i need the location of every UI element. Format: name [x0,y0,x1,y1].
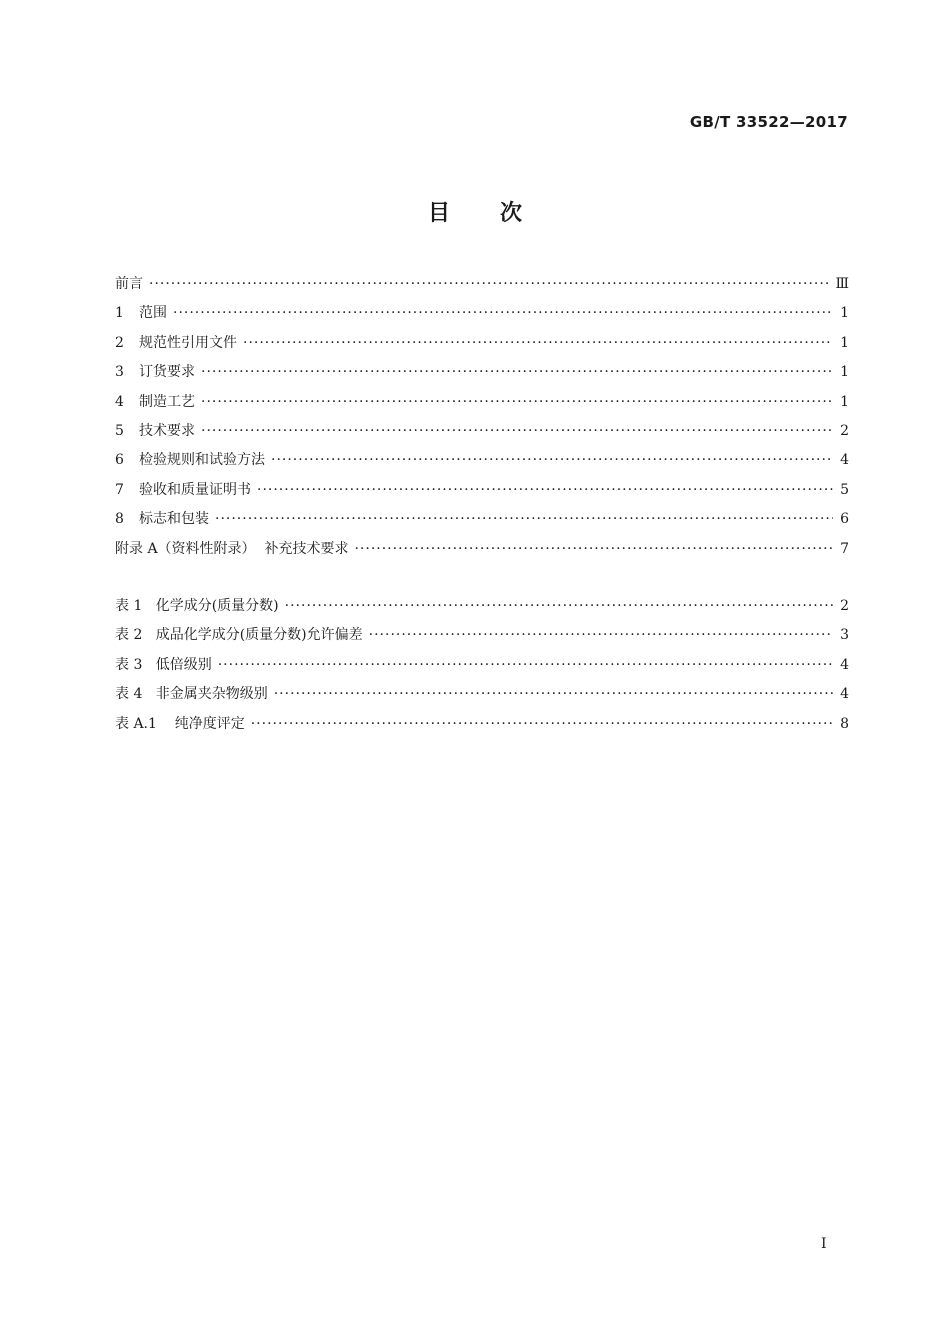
table-entry-label: 表 2 成品化学成分(质量分数)允许偏差 [115,627,363,644]
toc-entry[interactable] [115,332,849,361]
dot-leader [149,273,829,295]
table-entry[interactable] [115,595,849,624]
toc-entry-label: 前言 [115,276,143,292]
toc-entry-label: 验收和质量证明书 [139,481,251,498]
dot-leader [274,683,833,705]
toc-entry-number: 4 [115,393,124,410]
toc-entry-page: 1 [840,364,849,381]
table-entry[interactable] [115,683,849,712]
dot-leader [243,332,833,354]
toc-entry[interactable] [115,479,849,508]
toc-entry-number: 2 [115,334,124,351]
toc-entry-page: 5 [840,481,849,498]
page-title: 目次 [427,201,572,226]
toc-entry-appendix[interactable] [115,538,849,567]
toc-entry-page: 4 [840,452,849,469]
toc-entry-page: Ⅲ [835,276,849,292]
dot-leader [201,361,833,383]
toc-entry-label: 附录 A（资料性附录） 补充技术要求 [115,540,349,557]
toc-entry-label: 制造工艺 [139,393,195,410]
toc-sections [115,273,849,567]
table-entry[interactable] [115,713,849,742]
toc-entry-page: 1 [840,393,849,410]
table-entry[interactable] [115,624,849,653]
dot-leader [369,624,833,646]
toc-entry-number: 7 [115,481,124,498]
dot-leader [285,595,833,617]
page-number: I [821,1236,827,1252]
table-entry[interactable] [115,654,849,683]
toc-entry[interactable] [115,391,849,420]
table-entry-page: 2 [840,598,849,614]
toc-entry-label: 订货要求 [139,364,195,381]
table-entry-label: 表 4 非金属夹杂物级别 [115,686,268,703]
dot-leader [201,420,833,442]
toc-entry-label: 规范性引用文件 [139,334,237,351]
dot-leader [251,713,833,735]
dot-leader [271,449,833,471]
toc-entry-number: 3 [115,364,124,381]
toc-entry-number: 1 [115,305,124,322]
toc-entry-page: 1 [840,334,849,351]
toc-entry[interactable] [115,420,849,449]
toc-entry-number: 6 [115,452,124,469]
table-entry-label: 表 A.1 纯净度评定 [115,715,245,732]
toc-entry[interactable] [115,302,849,331]
toc-entry-label: 标志和包装 [139,511,209,528]
toc-entry-label: 技术要求 [139,422,195,439]
toc-entry-label: 范围 [139,305,167,322]
toc-entry-page: 7 [840,540,849,557]
toc-entry[interactable] [115,273,849,302]
standard-code: GB/T 33522—2017 [689,113,848,131]
toc-entry-number: 8 [115,511,124,528]
table-entry-label: 表 1 化学成分(质量分数) [115,598,279,614]
dot-leader [215,508,833,530]
table-entry-page: 8 [840,715,849,732]
toc-entry-page: 2 [840,422,849,439]
table-entry-page: 4 [840,686,849,703]
dot-leader [257,479,833,501]
table-entry-page: 3 [840,627,849,644]
dot-leader [201,391,833,413]
toc-tables [115,595,849,742]
toc-entry[interactable] [115,361,849,390]
toc-entry-page: 6 [840,511,849,528]
table-entry-page: 4 [840,656,849,673]
toc-entry-page: 1 [840,305,849,322]
toc-entry[interactable] [115,508,849,537]
toc-entry-number: 5 [115,422,124,439]
table-entry-label: 表 3 低倍级别 [115,656,212,673]
dot-leader [354,538,833,560]
dot-leader [218,654,833,676]
dot-leader [173,302,833,324]
toc-entry[interactable] [115,449,849,478]
toc-entry-label: 检验规则和试验方法 [139,452,265,469]
